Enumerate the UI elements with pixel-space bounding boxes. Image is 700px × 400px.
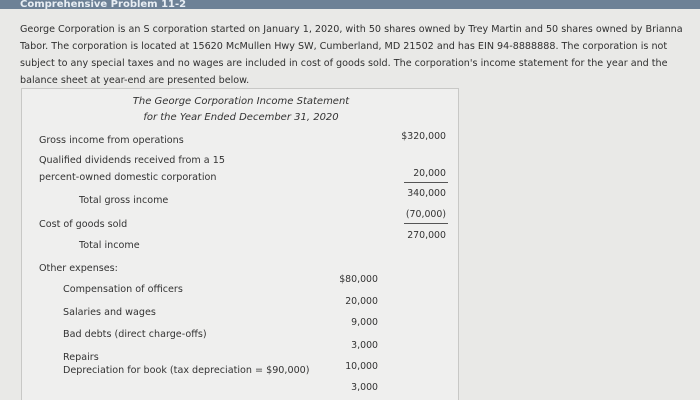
- expense-salaries-label: Salaries and wages: [63, 307, 156, 318]
- total-income-label: Total income: [79, 240, 140, 251]
- gross-income-amount: $320,000: [401, 131, 446, 142]
- income-statement-panel: [21, 88, 459, 400]
- total-income-amount: 270,000: [407, 230, 446, 241]
- statement-subtitle: for the Year Ended December 31, 2020: [143, 112, 339, 123]
- dividends-label-line1: Qualified dividends received from a 15: [39, 155, 225, 166]
- cogs-label: Cost of goods sold: [39, 219, 128, 230]
- expense-depreciation-amount: 10,000: [345, 361, 378, 372]
- expense-repairs-label: Repairs: [63, 352, 99, 363]
- problem-title: Comprehensive Problem 11-2: [20, 0, 187, 9]
- expense-next-amount: 3,000: [351, 382, 378, 393]
- cogs-amount: (70,000): [405, 209, 446, 220]
- expense-bad-debts-amount: 9,000: [351, 317, 378, 328]
- expense-bad-debts-label: Bad debts (direct charge-offs): [63, 329, 207, 340]
- cogs-underline: [404, 223, 448, 224]
- expense-officers-label: Compensation of officers: [63, 284, 183, 295]
- other-expenses-label: Other expenses:: [39, 263, 118, 274]
- dividends-amount: 20,000: [413, 168, 446, 179]
- statement-title: The George Corporation Income Statement: [132, 96, 350, 107]
- expense-repairs-amount: 3,000: [351, 340, 378, 351]
- gross-income-label: Gross income from operations: [39, 135, 184, 146]
- dividends-label-line2: percent-owned domestic corporation: [39, 172, 217, 183]
- expense-depreciation-label: Depreciation for book (tax depreciation = $90,000): [63, 365, 310, 376]
- expense-salaries-amount: 20,000: [345, 296, 378, 307]
- total-gross-income-amount: 340,000: [407, 188, 446, 199]
- header-strip: [0, 0, 700, 9]
- dividends-underline: [404, 182, 448, 183]
- problem-description: George Corporation is an S corporation started on January 1, 2020, with 50 shares owned by Trey Martin and 50 shares owned by Brianna Tabor. The corporation is located at 15620 McMullen Hwy SW, Cumberland, MD 21502 and has EIN 94-8888888. The corporation is not subject to any special taxes and no wages are included in cost of goods sold. The corporation's income statement for the year and the balance sheet at year-end are presented below.: [20, 24, 683, 86]
- expense-officers-amount: $80,000: [339, 274, 378, 285]
- total-gross-income-label: Total gross income: [79, 195, 169, 206]
